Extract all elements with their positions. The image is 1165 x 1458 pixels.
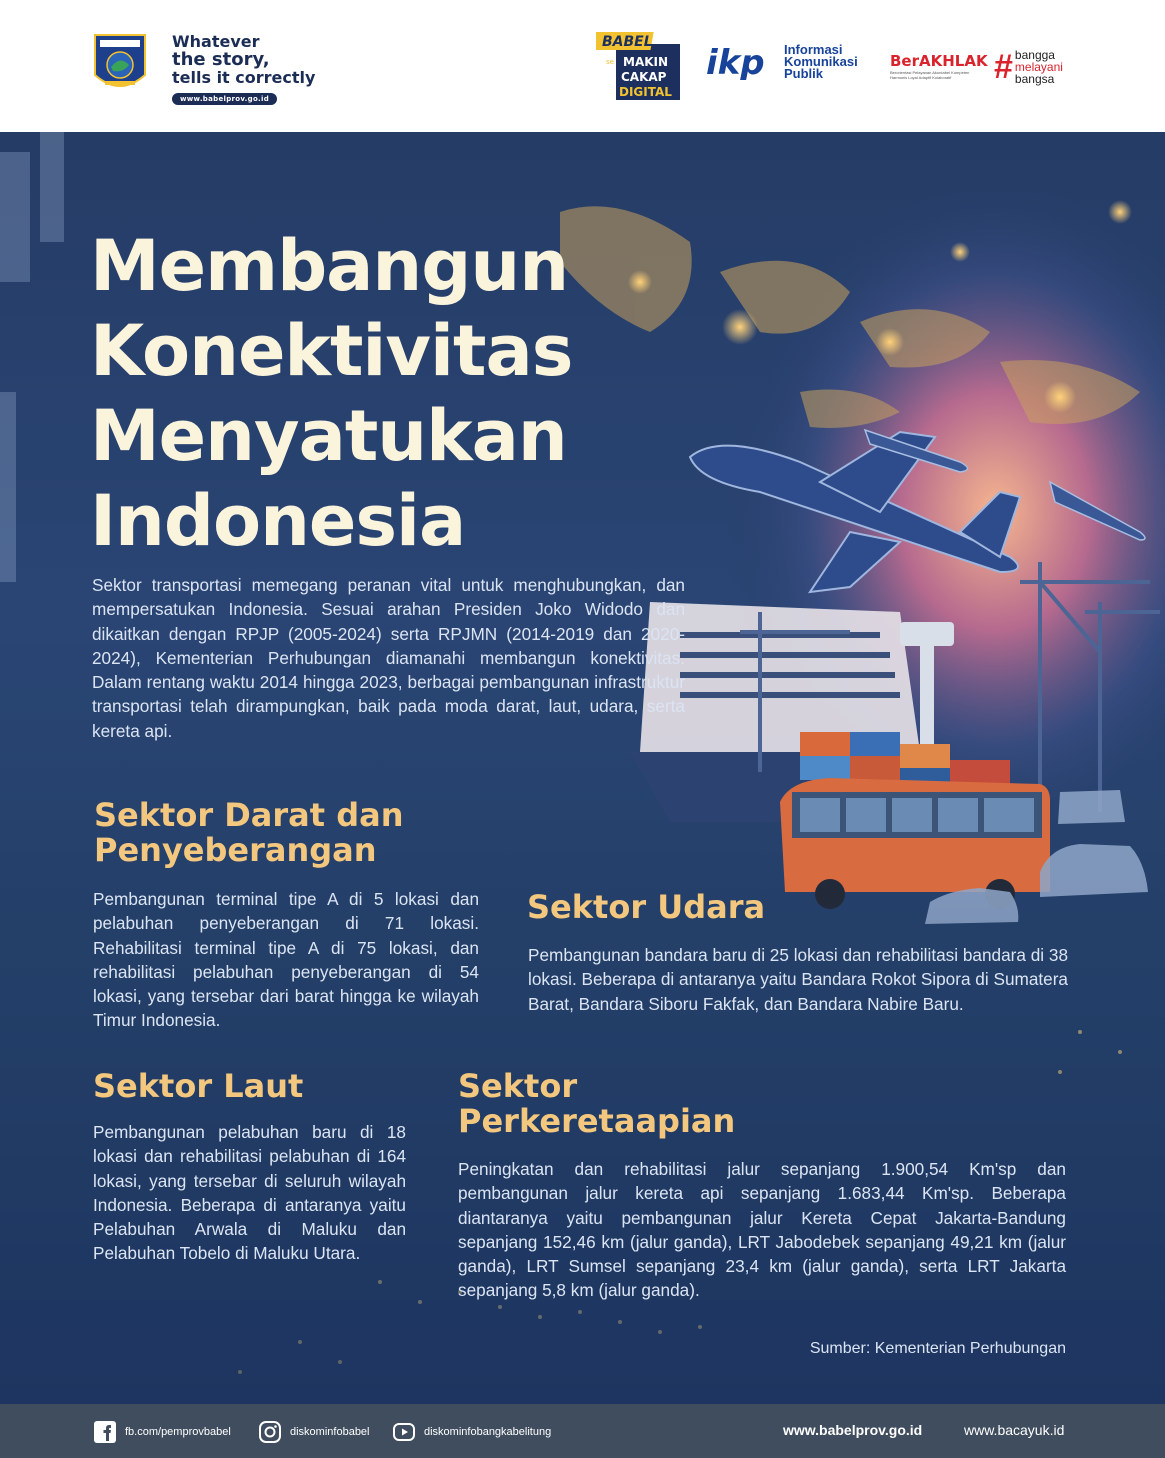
ikp-line-3: Publik — [784, 66, 824, 81]
body-sektor-laut: Pembangunan pelabuhan baru di 18 lokasi dan rehabilitasi pelabuhan di 164 lokasi, yang tersebar di seluruh wilayah Indonesia. Beberapa di antaranya yaitu Pelabuhan Arwala di Maluku dan Pelabuhan Tobelo di Maluku Utara. — [93, 1122, 406, 1264]
bangga-line-1: bangga — [1014, 48, 1055, 62]
youtube-link[interactable] — [393, 1421, 551, 1443]
title-line-1: Membangun — [90, 225, 569, 307]
title-line-3: Menyatukan — [90, 395, 567, 477]
source-credit: Sumber: Kementerian Perhubungan — [809, 1340, 1066, 1357]
page-title — [90, 224, 572, 564]
tagline — [172, 33, 315, 105]
footer-bar — [0, 1404, 1165, 1458]
hashtag-icon: # — [994, 48, 1013, 86]
heading-laut-line-1: Sektor Laut — [93, 1067, 304, 1105]
heading-darat-line-1: Sektor Darat dan — [94, 796, 404, 834]
heading-udara-line-1: Sektor Udara — [527, 888, 766, 926]
body-sektor-darat: Pembangunan terminal tipe A di 5 lokasi dan pelabuhan penyeberangan di 71 lokasi. Rehabilitasi terminal tipe A di 75 lokasi, dan rehabilitasi pelabuhan penyeberangan di 54 lokasi, yang tersebar dari barat hingga ke wilayah Timur Indonesia. — [93, 889, 479, 1031]
berakhlak-subtext: Berorientasi Pelayanan Akuntabel Kompeten Harmonis Loyal Adaptif Kolaboratif — [890, 70, 970, 80]
ikp-mark-icon — [706, 44, 778, 80]
intro-paragraph: Sektor transportasi memegang peranan vital untuk menghubungkan, dan mempersatukan Indonesia. Sesuai arahan Presiden Joko Widodo dan dikaitkan dengan RPJP (2005-2024) serta RPJMN (2014-2019 dan 2020-2024), Kementerian Perhubungan diamanahi membangun konektivitas. Dalam rentang waktu 2014 hingga 2023, berbagai pembangunan infrastruktur transportasi telah dirampungkan, baik pada moda darat, laut, udara, serta kereta api. — [92, 575, 685, 741]
bangga-melayani-bangsa-logo — [994, 49, 1063, 85]
header-bar — [0, 0, 1165, 132]
heading-kereta-line-2: Perkeretaapian — [458, 1102, 736, 1140]
heading-sektor-perkeretaapian — [458, 1069, 858, 1139]
facebook-icon — [94, 1421, 116, 1443]
ikp-line-2: Komunikasi — [784, 54, 858, 69]
instagram-handle: diskominfobabel — [290, 1426, 370, 1438]
bangga-line-3: bangsa — [1014, 72, 1055, 86]
title-line-2: Konektivitas — [90, 310, 573, 392]
tagline-line-3: tells it correctly — [172, 68, 316, 87]
svg-text:ikp: ikp — [706, 44, 765, 80]
heading-kereta-line-1: Sektor — [458, 1067, 578, 1105]
website-link-bacayuk[interactable]: www.bacayuk.id — [964, 1422, 1065, 1438]
tagline-line-2: the story, — [172, 49, 270, 70]
website-link-babelprov[interactable]: www.babelprov.go.id — [783, 1422, 923, 1438]
body-sektor-udara: Pembangunan bandara baru di 25 lokasi dan rehabilitasi bandara di 38 lokasi. Beberapa di antaranya yaitu Bandara Rokot Sipora di Sumatera Barat, Bandara Siboru Fakfak, dan Bandara Nabire Baru. — [528, 945, 1068, 1014]
title-line-4: Indonesia — [90, 480, 466, 562]
svg-text:DIGITAL: DIGITAL — [619, 85, 672, 99]
svg-text:MAKIN: MAKIN — [623, 55, 669, 69]
youtube-handle: diskominfobangkabelitung — [424, 1426, 552, 1438]
youtube-icon — [393, 1421, 415, 1443]
berakhlak-logo — [890, 52, 988, 80]
tagline-url: www.babelprov.go.id — [172, 93, 277, 105]
facebook-handle: fb.com/pemprovbabel — [125, 1426, 231, 1438]
heading-sektor-udara — [527, 890, 927, 925]
ikp-text — [784, 44, 858, 80]
instagram-icon — [259, 1421, 281, 1443]
svg-text:CAKAP: CAKAP — [621, 70, 667, 84]
heading-sektor-darat — [94, 798, 514, 868]
province-emblem-logo — [93, 31, 147, 97]
tagline-line-1: Whatever — [172, 32, 260, 51]
svg-text:se: se — [606, 58, 614, 66]
instagram-link[interactable] — [259, 1421, 370, 1443]
ikp-logo — [706, 44, 858, 80]
ikp-line-1: Informasi — [784, 42, 843, 57]
body-sektor-perkeretaapian: Peningkatan dan rehabilitasi jalur sepanjang 1.900,54 Km'sp dan pembangunan jalur kereta api sepanjang 1.683,44 Km'sp. Beberapa diantaranya yaitu pembangunan jalur Kereta Cepat Jakarta-Bandung sepanjang 152,46 km (jalur ganda), LRT Jabodebek sepanjang 49,21 km (jalur ganda), LRT Sumsel sepanjang 23,4 km (jalur ganda), serta LRT Jakarta sepanjang 5,8 km (jalur ganda). — [458, 1159, 1066, 1301]
babel-makin-cakap-digital-logo — [596, 30, 684, 100]
bangga-words — [1015, 49, 1063, 85]
facebook-link[interactable] — [94, 1421, 231, 1443]
heading-darat-line-2: Penyeberangan — [94, 831, 377, 869]
svg-text:BABEL: BABEL — [602, 34, 653, 50]
berakhlak-wordmark: BerAKHLAK — [890, 52, 988, 70]
bangga-line-2: melayani — [1014, 60, 1063, 74]
heading-sektor-laut — [93, 1069, 413, 1104]
hero-panel — [0, 132, 1165, 1404]
